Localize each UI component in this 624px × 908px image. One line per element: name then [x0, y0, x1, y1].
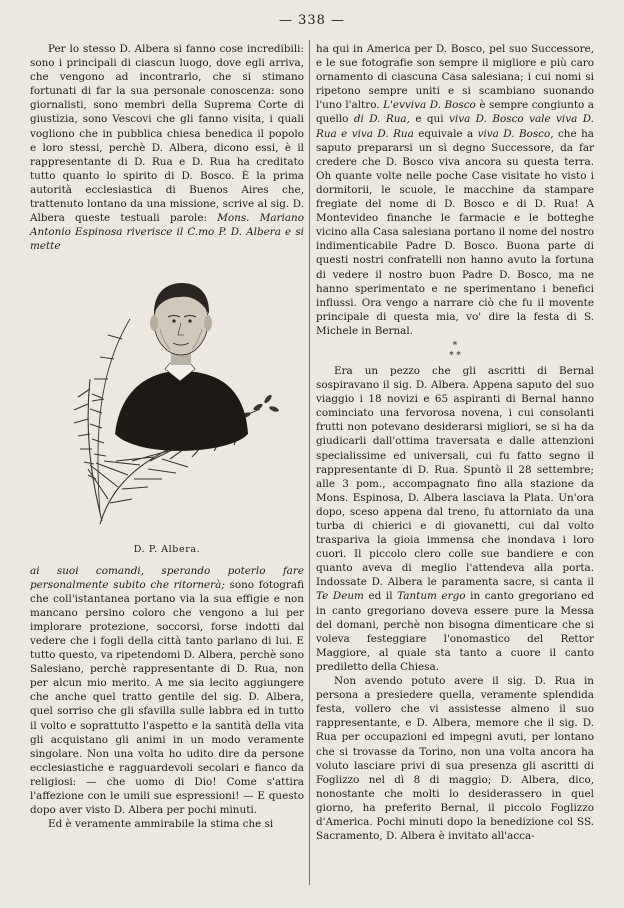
- separator-star: *: [452, 340, 458, 351]
- paragraph-text: in canto gregoriano ed in canto gregoriano doveva essere pure la Messa del domani, perchè non bisogna dimenticare che si voleva festeggiare l'onomastico del Rettor Maggiore, al quale sta tanto a cuore il canto prediletto della Chiesa.: [316, 590, 594, 673]
- paragraph-text: è sempre congiunto a quello: [316, 99, 594, 126]
- portrait-caption: D. P. Albera.: [133, 544, 201, 556]
- portrait-engraving: [30, 259, 304, 539]
- paragraph-text: Non avendo potuto avere il sig. D. Rua in persona a presiedere quella, veramente splendida festa, vollero che vi assistesse almeno il suo rappresentante, e D. Albera, memore che il sig. D. Rua per occupazioni ed impegni avuti, per lontano che si trovasse da Torino, non una volta ancora ha voluto lasciare privi di sua presenza gli ascritti di Foglizzo nel dì 8 di maggio; D. Albera, dico, nonostante che molti lo desiderassero in quel giorno, ha preferito Bernal, il piccolo Foglizzo d'America. Pochi minuti dopo la benedizione col SS. Sacramento, D. Albera è invitato all'acca-: [316, 675, 594, 843]
- phrase-italic: viva D. Bosco vale viva D. Rua e viva D. Rua: [316, 113, 594, 140]
- paragraph-text: ha qui in America per D. Bosco, pel suo Successore, e le sue fotografie son sempre il migliore e più caro ornamento di ciascuna Casa salesiana; i cui nomi si ripetono sempre uniti e si scambiano suonando l'uno l'altro.: [316, 43, 594, 112]
- paragraph-text: sono fotografi che coll'istantanea portano via la sua effigie e non mancano persino coloro che vengono a lui per implorare protezione, soccorsi, forse indotti dal vedere che i fogli della città tanto parlano di lui. E tutto questo, va ripetendomi D. Albera, perchè sono Salesiano, perchè rappresentante di D. Rua, non per alcun mio merito. A me sia lecito aggiungere che anche quel tratto gentile del sig. D. Albera, quel sorriso che gli sfavilla sulle labbra ed in tutto il volto e soprattutto l'aspetto e la santità della vita gli acquistano gli animi in un modo veramente singolare. Non una volta ho udito dire da persone ecclesiastiche e ragguardevoli secolari e fianco da religiosi: — che uomo di Dio! Come s'attira l'affezione con le umili sue espressioni! — E questo dopo aver visto D. Albera per pochi minuti.: [30, 578, 305, 817]
- quote-italic: ai suoi comandi, sperando poterlo fare personalmente subito che ritornerà;: [30, 564, 304, 591]
- phrase-italic: Te Deum: [316, 590, 364, 603]
- phrase-italic: Tantum ergo: [397, 590, 466, 603]
- paragraph-text: Era un pezzo che gli ascritti di Bernal sospiravano il sig. D. Albera. Appena saputo del suo viaggio i 18 novizi e 65 aspiranti di Bernal hanno cominciato una fervorosa novena, i cui consolanti frutti non potevano desiderarsi migliori, se si ha da giudicarli dall'ottima traversata e dalle attenzioni specialissime ed universali, cui fu fatto segno il rappresentante di D. Rua. Spuntò il 28 settembre; alle 3 pom., accompagnato fino alla stazione da Mons. Espinosa, D. Albera lasciava la Plata. Un'ora dopo, sceso appena dal treno, fu attorniato da una turba di chierici e di giovanetti, cui dal volto traspariva la gioia immensa che inondava i loro cuori. Il piccolo clero colle sue bandiere e con quanto aveva di meglio l'attendeva alla porta. Indossate D. Albera le paramenta sacre, si canta il: [316, 364, 594, 589]
- left-column: [30, 42, 304, 831]
- paragraph-text: Per lo stesso D. Albera si fanno cose incredibili: sono i principali di ciascun luogo, dove egli arriva, che vengono ad incontrarlo, che si stimano fortunati di far la sua personale conoscenza: sono giornalisti, sono membri della Suprema Corte di giustizia, sono Vescovi che gli fanno visita, i quali vogliono che in pubblica chiesa benedica il popolo e loro stessi, perchè D. Albera, dicono essi, è il rappresentante di D. Rua e D. Rua ha creditato tutto quanto lo spirito di D. Bosco. È la prima autorità ecclesiastica di Buenos Aires che, trattenuto lontano da una missione, scrive al sig. D. Albera queste testuali parole:: [30, 43, 304, 225]
- section-separator: [316, 341, 594, 361]
- page-number: — 338 —: [278, 13, 346, 28]
- paragraph: [316, 42, 594, 338]
- quote-italic: Mons. Mariano Antonio Espinosa riverisce il C.mo P. D. Albera e si mette: [30, 212, 304, 253]
- paragraph-text: equivale a: [418, 127, 474, 140]
- right-column: [316, 42, 594, 843]
- paragraph: [316, 364, 594, 674]
- paragraph: [30, 42, 304, 253]
- column-divider: [309, 40, 310, 885]
- paragraph-text: che ha saputo prepararsi un sì degno Successore, da far credere che D. Bosco viva ancora su questa terra. Oh quante volte nelle poche Case visitate ho visto i dormitorii, le scuole, le macchine da stampare fregiate del nome di D. Bosco e di D. Rua! A Montevideo finanche le farmacie e le botteghe vicino alla Casa salesiana portano il nome del nostro indimenticabile Padre D. Bosco. Buona parte di questi nostri confratelli non hanno avuto la fortuna di vedere il nostro buon Padre D. Bosco, ma ne hanno sperimentato e ne sperimentano i benefici influssi. Ora vengo a narrare ciò che fu il movente principale di questa mia, vo' dire la festa di S. Michele in Bernal.: [316, 127, 594, 337]
- paragraph: [30, 564, 304, 818]
- paragraph-text: Ed è veramente ammirabile la stima che si: [48, 818, 274, 831]
- phrase-italic: di D. Rua,: [353, 113, 410, 126]
- separator-stars: * *: [449, 350, 461, 361]
- paragraph-text: e qui: [415, 113, 444, 126]
- portrait-illustration: [30, 259, 304, 539]
- paragraph-text: ed il: [368, 590, 393, 603]
- phrase-italic: viva D. Bosco,: [477, 127, 554, 140]
- paragraph: [30, 817, 304, 831]
- paragraph: [316, 674, 594, 843]
- phrase-italic: L'evviva D. Bosco: [383, 99, 476, 112]
